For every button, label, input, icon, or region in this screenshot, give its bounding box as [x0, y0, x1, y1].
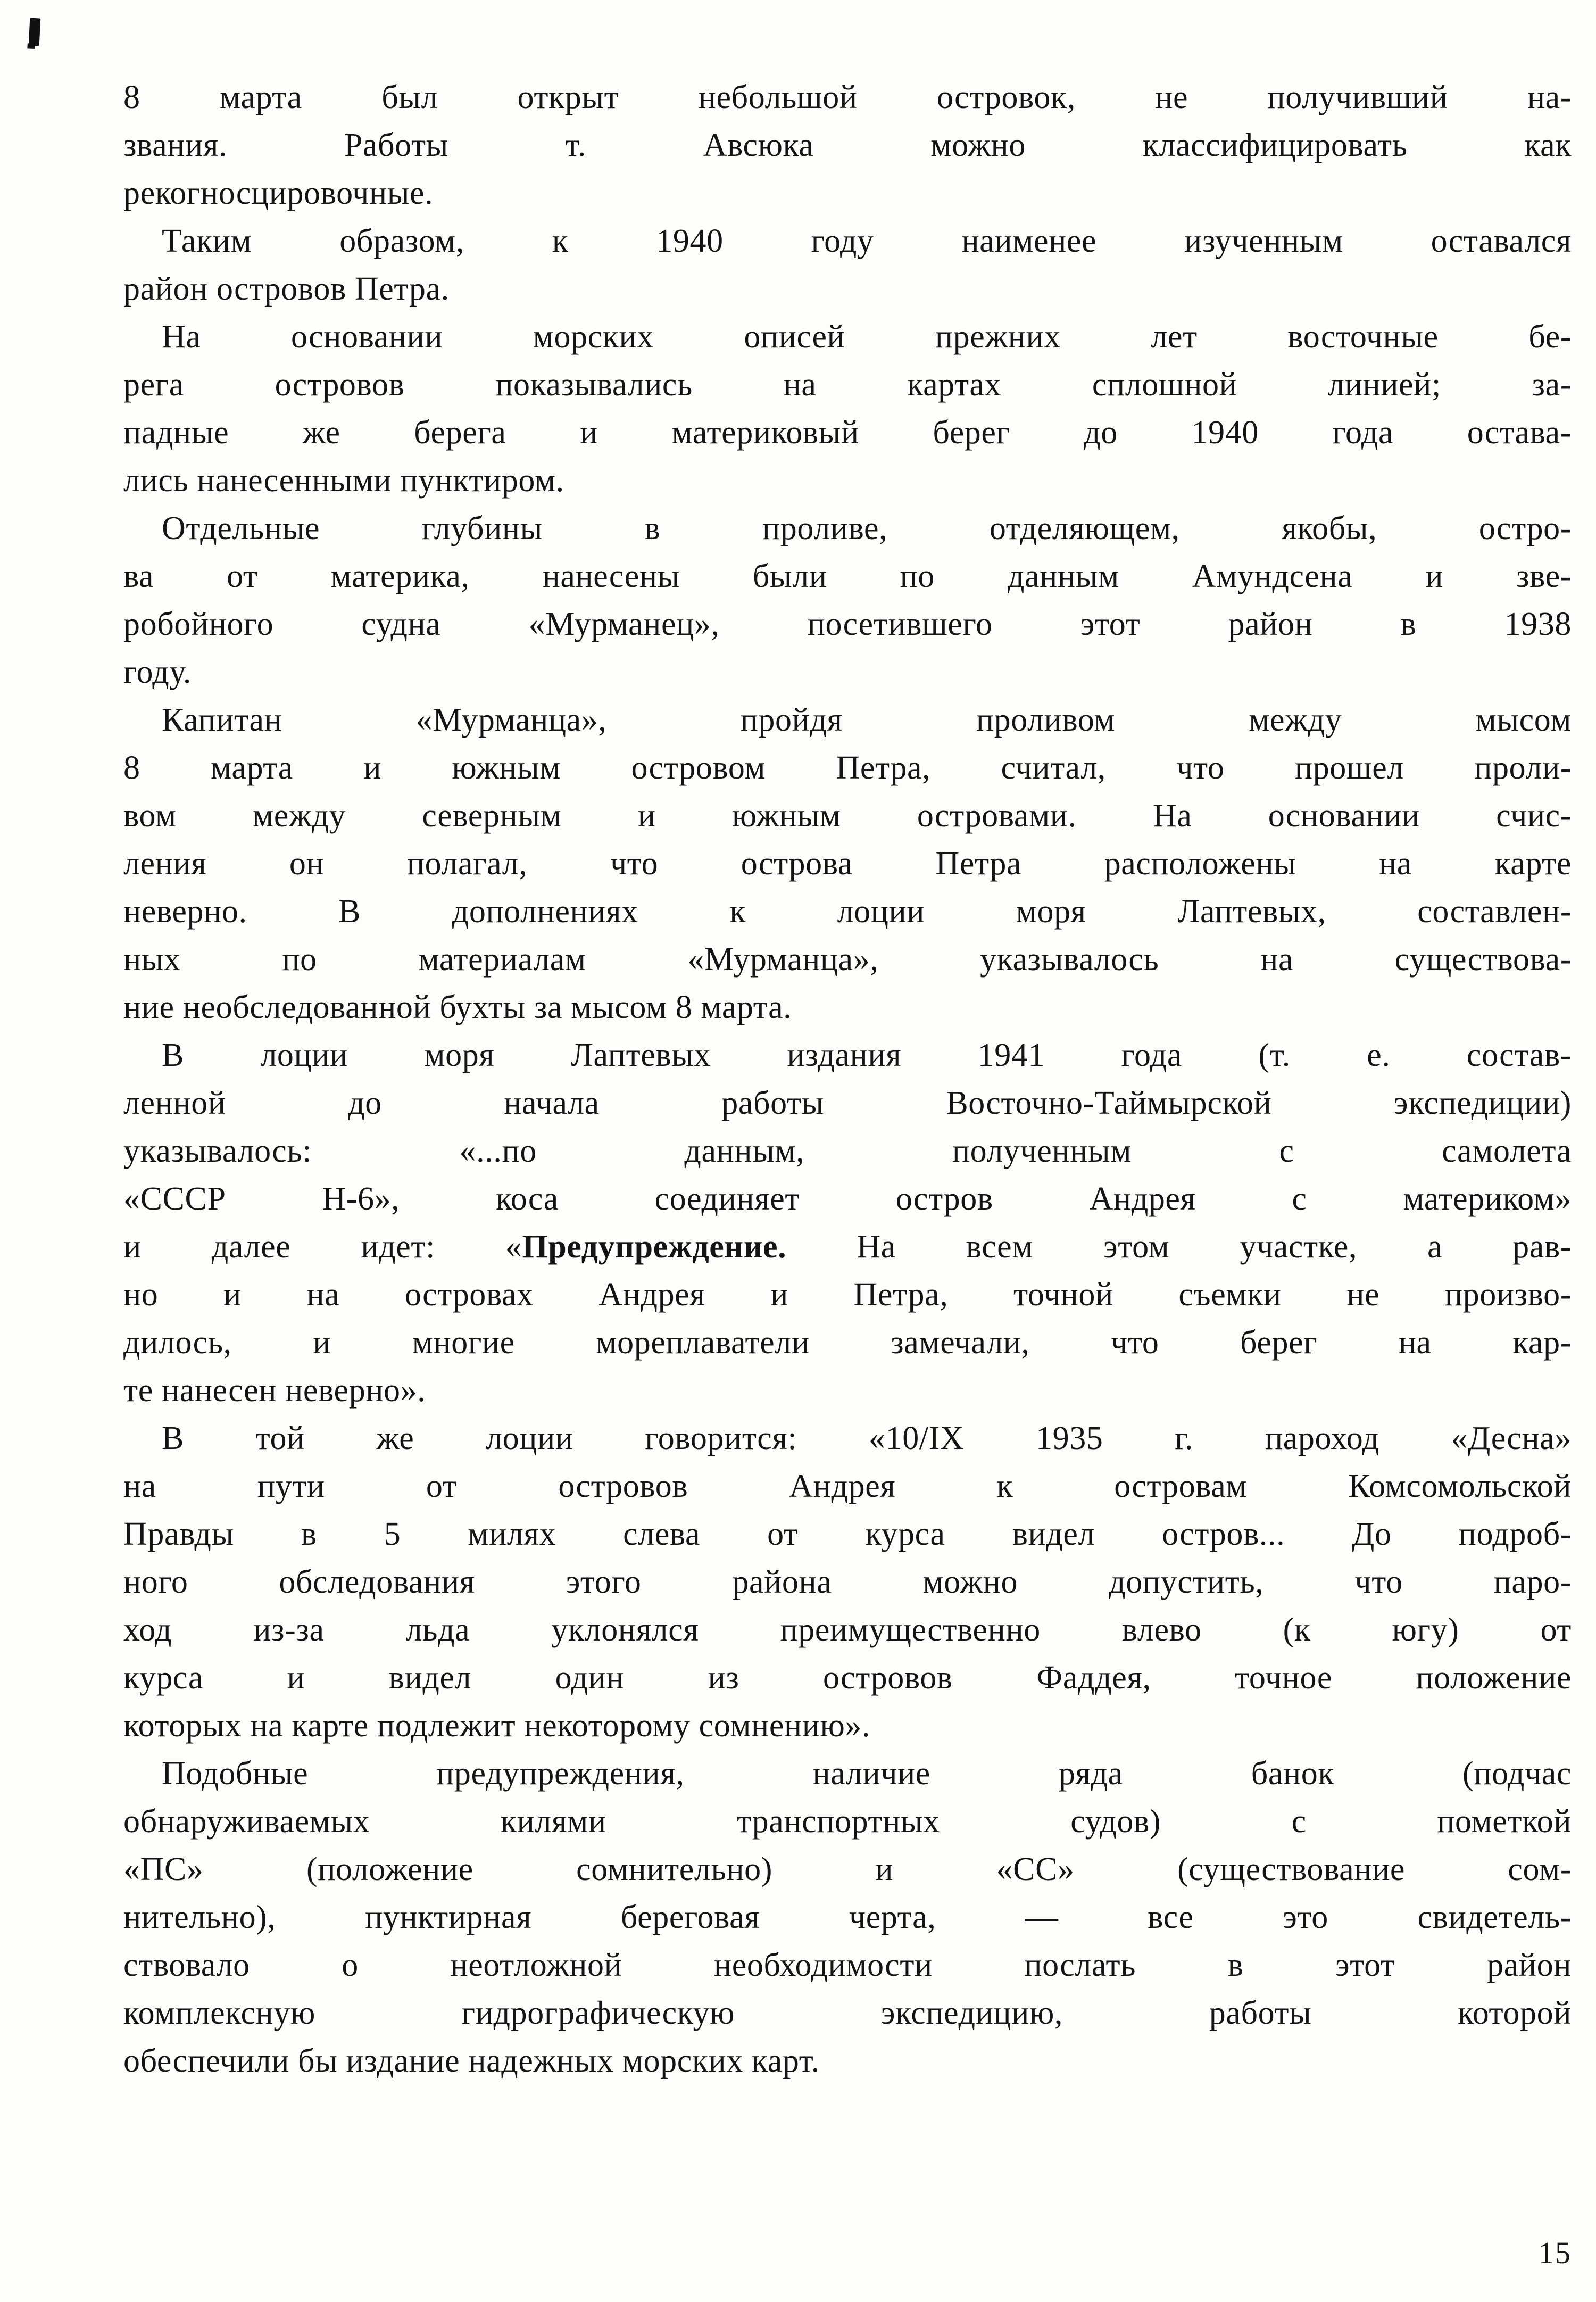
text-line: 8 марта и южным островом Петра, считал, что прошел проли- [123, 750, 1572, 786]
text-line: рега островов показывались на картах сплошной линией; за- [123, 367, 1572, 403]
text-line: Таким образом, к 1940 году наименее изученным оставался [162, 223, 1572, 259]
paragraph [123, 504, 1572, 696]
text-line: обеспечили бы издание надежных морских карт. [123, 2043, 820, 2079]
text-line: вом между северным и южным островами. На основании счис- [123, 798, 1572, 834]
text-line: «ПС» (положение сомнительно) и «СС» (существование сом- [123, 1851, 1572, 1887]
text-line: Отдельные глубины в проливе, отделяющем, якобы, остро- [162, 510, 1572, 546]
text-line: В той же лоции говорится: «10/IX 1935 г. пароход «Десна» [162, 1420, 1572, 1456]
text-line: обнаруживаемых килями транспортных судов) с пометкой [123, 1803, 1572, 1840]
text-line: ва от материка, нанесены были по данным Амундсена и зве- [123, 558, 1572, 594]
text-line: лись нанесенными пунктиром. [123, 462, 564, 499]
text-line: ления он полагал, что острова Петра расположены на карте [123, 846, 1572, 882]
text-line: Подобные предупреждения, наличие ряда банок (подчас [162, 1756, 1572, 1792]
text-line: дилось, и многие мореплаватели замечали, что берег на кар- [123, 1324, 1572, 1361]
text-line: неверно. В дополнениях к лоции моря Лаптевых, составлен- [123, 893, 1572, 930]
text-line: но и на островах Андрея и Петра, точной съемки не произво- [123, 1277, 1572, 1313]
text-line: В лоции моря Лаптевых издания 1941 года (т. е. состав- [162, 1037, 1572, 1073]
text-line: курса и видел один из островов Фаддея, точное положение [123, 1660, 1572, 1696]
text-line: те нанесен неверно». [123, 1372, 426, 1409]
paragraph [123, 696, 1572, 1031]
text-line: ленной до начала работы Восточно-Таймырской экспедиции) [123, 1085, 1572, 1121]
text-line: Правды в 5 милях слева от курса видел остров... До подроб- [123, 1516, 1572, 1552]
paragraph [123, 73, 1572, 217]
page-number: 15 [1539, 2235, 1572, 2270]
text-line: робойного судна «Мурманец», посетившего этот район в 1938 [123, 606, 1572, 642]
text-line: которых на карте подлежит некоторому сомнению». [123, 1708, 871, 1744]
paragraph [123, 1750, 1572, 2085]
text-line: комплексную гидрографическую экспедицию, работы которой [123, 1995, 1572, 2031]
text-line: ход из-за льда уклонялся преимущественно влево (к югу) от [123, 1612, 1572, 1648]
text-line: ных по материалам «Мурманца», указывалось на существова- [123, 941, 1572, 978]
paragraph [123, 1031, 1572, 1414]
text-line: ние необследованной бухты за мысом 8 марта. [123, 989, 792, 1025]
paragraph [123, 217, 1572, 313]
text-line: «СССР Н-6», коса соединяет остров Андрея с материком» [123, 1181, 1572, 1217]
text-line: нительно), пунктирная береговая черта, — все это свидетель- [123, 1899, 1572, 1935]
text-line: и далее идет: «Предупреждение. На всем этом участке, а рав- [123, 1229, 1572, 1265]
text-line: звания. Работы т. Авсюка можно классифицировать как [123, 127, 1572, 163]
text-line: ствовало о неотложной необходимости послать в этот район [123, 1947, 1572, 1983]
text-line: на пути от островов Андрея к островам Комсомольской [123, 1468, 1572, 1504]
scan-artifact [29, 18, 41, 46]
paragraph [123, 1414, 1572, 1750]
text-line: район островов Петра. [123, 271, 450, 307]
text-line: падные же берега и материковый берег до 1940 года остава- [123, 415, 1572, 451]
page-text [123, 73, 1572, 2085]
text-line: указывалось: «...по данным, полученным с самолета [123, 1133, 1572, 1169]
text-line: рекогносцировочные. [123, 175, 434, 211]
text-line: 8 марта был открыт небольшой островок, не получивший на- [123, 79, 1572, 115]
text-line: году. [123, 654, 192, 690]
text-line: Капитан «Мурманца», пройдя проливом между мысом [162, 702, 1572, 738]
paragraph [123, 313, 1572, 504]
text-line: На основании морских описей прежних лет восточные бе- [162, 319, 1572, 355]
text-line: ного обследования этого района можно допустить, что паро- [123, 1564, 1572, 1600]
